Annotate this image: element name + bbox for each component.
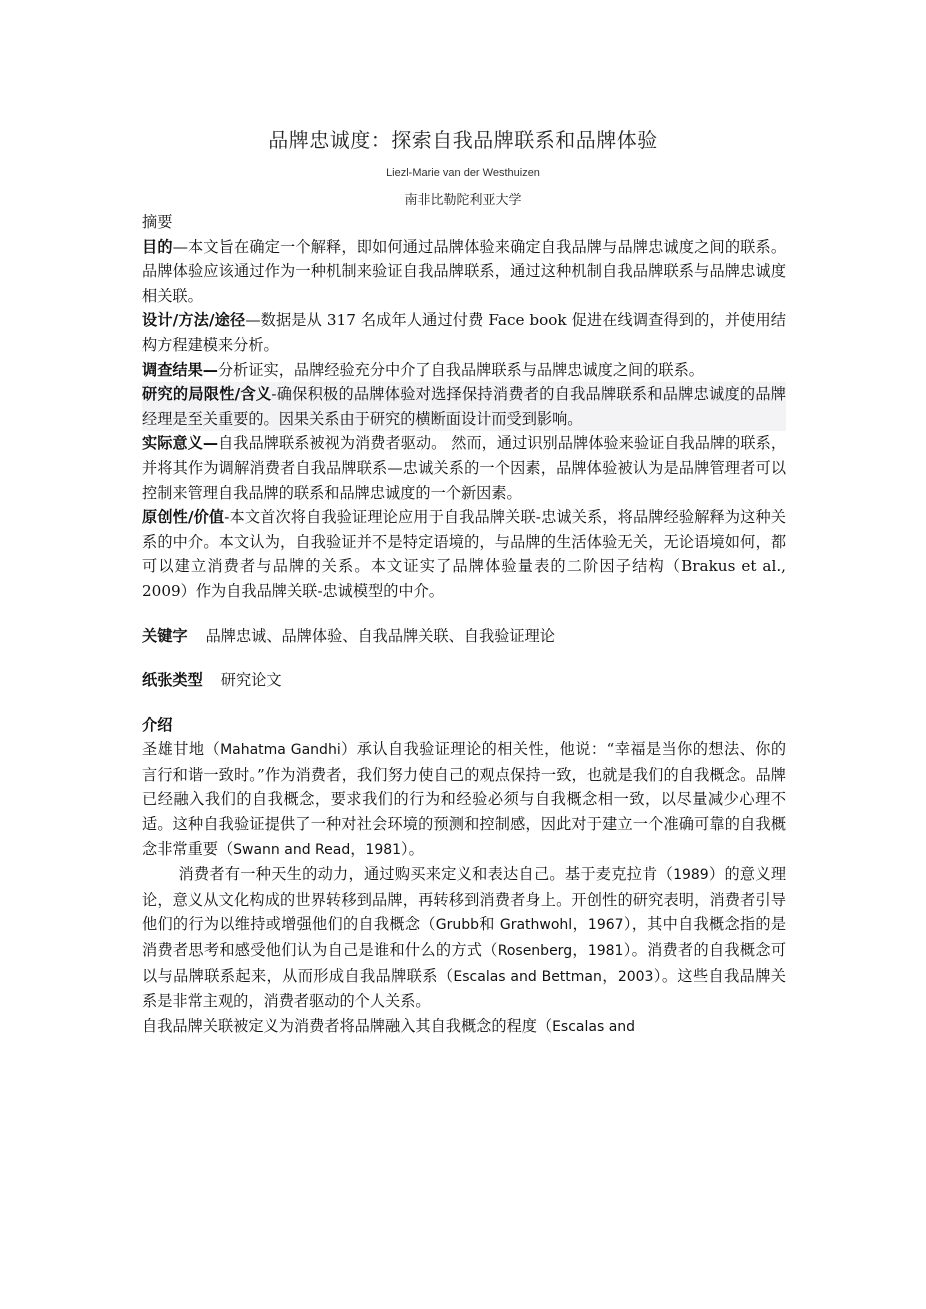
text-run: Escalas and xyxy=(552,1018,636,1035)
intro-heading: 介绍 xyxy=(142,715,173,734)
text-run: 1981 xyxy=(587,943,624,960)
text-run: ）承认自我验证理论的相关性，他说：“幸福是当你的想法、你的言行和谐一致时。”作为消费者，我们努力使自己的观点保持一致，也就是我们的自我概念。品牌已经融入我们的自我概念，要求我们的行为和经验必须与自我概念相一致，以尽量减少心理不适。这种自我验证提供了一种对社会环境的预测和控制感，因此对于建立一个准确可靠的自我概念非常重要（ xyxy=(142,740,787,858)
abstract-practical xyxy=(142,431,786,505)
text-run: Mahatma Gandhi xyxy=(220,742,341,759)
keywords-label: 关键字 xyxy=(142,626,188,645)
text-run: Grubb xyxy=(435,917,480,934)
originality-text: -本文首次将自我验证理论应用于自我品牌关联-忠诚关系，将品牌经验解释为这种关系的中介。本文认为，自我验证并不是特定语境的，与品牌的生活体验无关，无论语境如何，都可以建立消费者与品牌的关系。本文证实了品牌体验量表的二阶因子结构（Brakus et al., 2009）作为自我品牌关联-忠诚模型的中介。 xyxy=(142,508,786,600)
text-run: 2003 xyxy=(617,968,654,985)
paper-title: 品牌忠诚度：探索自我品牌联系和品牌体验 xyxy=(268,128,658,152)
paper-body xyxy=(142,210,786,1039)
practical-text: 自我品牌联系被视为消费者驱动。 然而，通过识别品牌体验来验证自我品牌的联系，并将其作为调解消费者自我品牌联系—忠诚关系的一个因素，品牌体验被认为是品牌管理者可以控制来管理自我品牌的联系和品牌忠诚度的一个新因素。 xyxy=(142,434,787,502)
text-run: ， xyxy=(572,915,588,934)
limitations-text: -确保积极的品牌体验对选择保持消费者的自我品牌联系和品牌忠诚度的品牌经理是至关重要的。因果关系由于研究的横断面设计而受到影响。 xyxy=(142,385,786,428)
purpose-label: 目的 xyxy=(142,237,173,256)
text-run: ）的意义理论，意义从文化构成的世界转移到品牌，再转移到消费者身上。开创性的研究表明，消费者引导他们的行为以维持或增强他们的自我概念（ xyxy=(142,865,787,934)
text-run: 1967 xyxy=(587,917,624,934)
intro-paragraph-2 xyxy=(142,862,786,1014)
purpose-text: —本文旨在确定一个解释，即如何通过品牌体验来确定自我品牌与品牌忠诚度之间的联系。 品牌体验应该通过作为一种机制来验证自我品牌联系，通过这种机制自我品牌联系与品牌忠诚度相关联。 xyxy=(142,237,787,305)
intro-paragraph-3 xyxy=(142,1014,786,1040)
practical-label: 实际意义— xyxy=(142,434,219,453)
text-run: Rosenberg xyxy=(497,943,573,960)
abstract-findings xyxy=(142,358,786,383)
text-run: Escalas and Bettman xyxy=(453,968,602,985)
design-label: 设计/方法/途径 xyxy=(142,311,246,330)
abstract-heading: 摘要 xyxy=(142,213,173,231)
text-run: ， xyxy=(572,941,588,960)
text-run: 和 xyxy=(479,915,500,934)
originality-label: 原创性/价值 xyxy=(142,508,225,527)
text-run: Swann and Read xyxy=(233,841,351,858)
findings-text: 分析证实，品牌经验充分中介了自我品牌联系与品牌忠诚度之间的联系。 xyxy=(217,360,704,379)
text-run: 圣雄甘地（ xyxy=(142,740,221,759)
paper-type-label: 纸张类型 xyxy=(142,671,203,690)
text-run: 自我品牌关联被定义为消费者将品牌融入其自我概念的程度（ xyxy=(142,1016,553,1035)
text-run: 消费者有一种天生的动力，通过购买来定义和表达自己。基于麦克拉肯（ xyxy=(178,865,674,884)
text-run: Grathwohl xyxy=(499,917,573,934)
abstract-design xyxy=(142,308,786,357)
text-run: ， xyxy=(350,839,366,858)
limitations-label: 研究的局限性/含义 xyxy=(142,385,272,404)
author-name: Liezl-Marie van der Westhuizen xyxy=(386,167,540,179)
author-affiliation: 南非比勒陀利亚大学 xyxy=(404,193,522,208)
text-run: ），其中自我概念指的是消费者思考和感受他们认为自己是谁和什么的方式（ xyxy=(142,915,787,960)
abstract-originality xyxy=(142,505,786,603)
text-run: ）。消费者的自我概念可以与品牌联系起来，从而形成自我品牌联系（ xyxy=(142,941,787,985)
text-run: ）。这些自我品牌关系是非常主观的，消费者驱动的个人关系。 xyxy=(142,966,786,1011)
abstract-purpose xyxy=(142,235,786,309)
design-text: —数据是从 317 名成年人通过付费 Face book 促进在线调查得到的，并使用结构方程建模来分析。 xyxy=(142,311,786,354)
text-run: ）。 xyxy=(401,839,424,858)
findings-label: 调查结果— xyxy=(142,360,218,379)
keywords-value: 品牌忠诚、品牌体验、自我品牌关联、自我验证理论 xyxy=(205,626,555,645)
paper-type-value: 研究论文 xyxy=(220,671,282,690)
keywords-line xyxy=(142,624,786,649)
text-run: 1981 xyxy=(365,841,402,858)
text-run: 1989 xyxy=(673,867,709,884)
intro-paragraph-1 xyxy=(142,737,786,862)
abstract-limitations xyxy=(142,382,786,431)
text-run: ， xyxy=(601,966,618,985)
paper-type-line xyxy=(142,668,786,693)
